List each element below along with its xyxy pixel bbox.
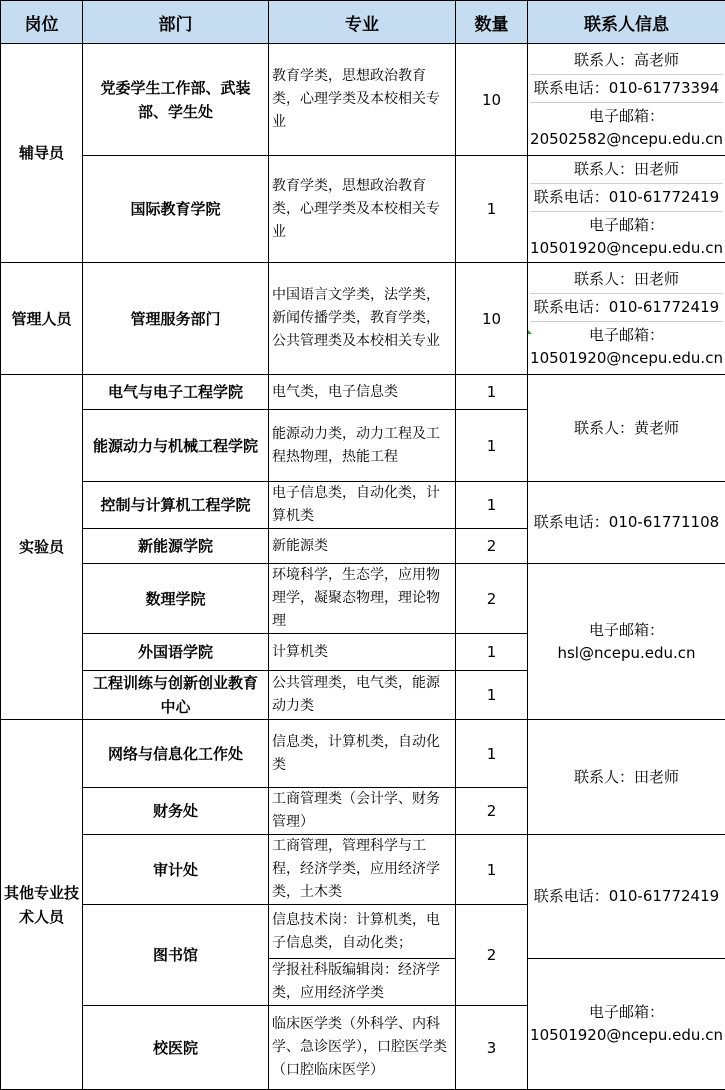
department-cell: 党委学生工作部、武装部、学生处 <box>83 44 269 156</box>
count-cell: 3 <box>456 1006 528 1090</box>
count-cell: 2 <box>456 788 528 835</box>
count-cell: 1 <box>456 634 528 671</box>
major-cell: 信息类，计算机类，自动化类 <box>269 720 456 788</box>
major-cell: 信息技术岗：计算机类，电子信息类，自动化类； <box>269 905 456 959</box>
contact-person-cell: 联系人：田老师 <box>528 720 725 835</box>
header-count: 数量 <box>456 1 528 44</box>
table-row <box>1 720 725 788</box>
contact-person: 联系人：田老师 <box>530 156 723 184</box>
major-cell: 新能源类 <box>269 529 456 564</box>
contact-phone-cell: 联系电话：010-61772419 <box>528 835 725 959</box>
department-cell: 国际教育学院 <box>83 156 269 263</box>
major-cell: 中国语言文学类，法学类，新闻传播学类，教育学类，公共管理类及本校相关专业 <box>269 263 456 375</box>
contact-email-cell: 电子邮箱：10501920@ncepu.edu.cn <box>528 959 725 1090</box>
count-cell: 1 <box>456 156 528 263</box>
contact-person-cell: 联系人：黄老师 <box>528 375 725 482</box>
contact-cell <box>528 263 725 375</box>
header-row <box>1 1 725 44</box>
major-cell: 学报社科版编辑岗：经济学类，应用经济学类 <box>269 959 456 1006</box>
department-cell: 管理服务部门 <box>83 263 269 375</box>
department-cell: 新能源学院 <box>83 529 269 564</box>
contact-person: 联系人：田老师 <box>530 266 723 294</box>
header-position: 岗位 <box>1 1 83 44</box>
count-cell: 1 <box>456 482 528 529</box>
department-cell: 数理学院 <box>83 564 269 634</box>
count-cell: 1 <box>456 410 528 482</box>
major-cell: 能源动力类，动力工程及工程热物理，热能工程 <box>269 410 456 482</box>
department-cell: 审计处 <box>83 835 269 905</box>
major-cell: 临床医学类（外科学、内科学、急诊医学），口腔医学类（口腔临床医学） <box>269 1006 456 1090</box>
major-cell: 工商管理，管理科学与工程，经济学类，应用经济学类，土木类 <box>269 835 456 905</box>
count-cell: 1 <box>456 835 528 905</box>
contact-phone: 联系电话：010-61772419 <box>530 184 723 212</box>
major-cell: 工商管理类（会计学、财务管理） <box>269 788 456 835</box>
count-cell: 10 <box>456 44 528 156</box>
contact-phone: 联系电话：010-61773394 <box>530 75 723 103</box>
count-cell: 2 <box>456 529 528 564</box>
major-cell: 电子信息类，自动化类，计算机类 <box>269 482 456 529</box>
table-row <box>1 44 725 156</box>
major-cell: 教育学类，思想政治教育类，心理学类及本校相关专业 <box>269 44 456 156</box>
contact-email: 电子邮箱：10501920@ncepu.edu.cn <box>530 212 723 262</box>
table-row <box>1 835 725 905</box>
department-cell: 外国语学院 <box>83 634 269 671</box>
contact-email-cell: 电子邮箱：hsl@ncepu.edu.cn <box>528 564 725 720</box>
contact-cell <box>528 156 725 263</box>
department-cell: 校医院 <box>83 1006 269 1090</box>
major-cell: 电气类，电子信息类 <box>269 375 456 410</box>
contact-person: 联系人：高老师 <box>530 47 723 75</box>
department-cell: 财务处 <box>83 788 269 835</box>
department-cell: 图书馆 <box>83 905 269 1006</box>
cell-comment-marker <box>528 330 532 334</box>
header-department: 部门 <box>83 1 269 44</box>
contact-email: 电子邮箱：20502582@ncepu.edu.cn <box>530 103 723 153</box>
header-major: 专业 <box>269 1 456 44</box>
table-row <box>1 375 725 410</box>
department-cell: 网络与信息化工作处 <box>83 720 269 788</box>
department-cell: 能源动力与机械工程学院 <box>83 410 269 482</box>
position-cell: 管理人员 <box>1 263 83 375</box>
header-contact: 联系人信息 <box>528 1 725 44</box>
position-cell: 辅导员 <box>1 44 83 263</box>
table-row <box>1 263 725 375</box>
table-row <box>1 482 725 529</box>
major-cell: 公共管理类，电气类，能源动力类 <box>269 671 456 720</box>
contact-phone: 联系电话：010-61772419 <box>530 294 723 322</box>
table-row <box>1 156 725 263</box>
contact-email: 电子邮箱：10501920@ncepu.edu.cn <box>530 322 723 372</box>
department-cell: 工程训练与创新创业教育中心 <box>83 671 269 720</box>
department-cell: 控制与计算机工程学院 <box>83 482 269 529</box>
contact-cell <box>528 44 725 156</box>
count-cell: 10 <box>456 263 528 375</box>
count-cell: 1 <box>456 375 528 410</box>
major-cell: 教育学类，思想政治教育类，心理学类及本校相关专业 <box>269 156 456 263</box>
major-cell: 环境科学，生态学，应用物理学，凝聚态物理，理论物理 <box>269 564 456 634</box>
position-cell: 实验员 <box>1 375 83 720</box>
contact-phone-cell: 联系电话：010-61771108 <box>528 482 725 564</box>
major-cell: 计算机类 <box>269 634 456 671</box>
position-cell: 其他专业技术人员 <box>1 720 83 1090</box>
table-row <box>1 564 725 634</box>
count-cell: 1 <box>456 671 528 720</box>
count-cell: 1 <box>456 720 528 788</box>
count-cell: 2 <box>456 564 528 634</box>
count-cell: 2 <box>456 905 528 1006</box>
department-cell: 电气与电子工程学院 <box>83 375 269 410</box>
